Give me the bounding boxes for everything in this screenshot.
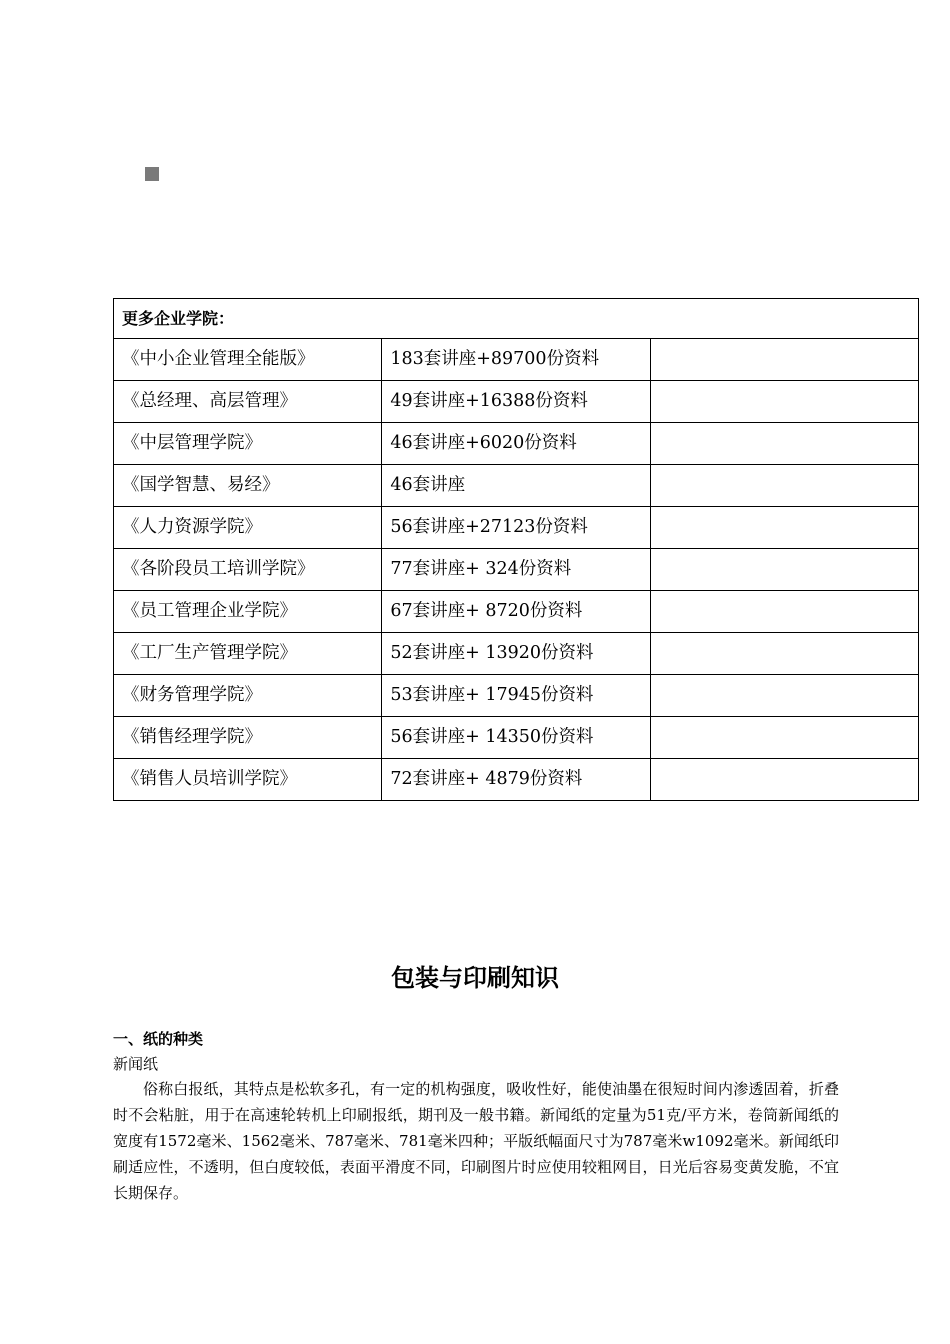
course-extra xyxy=(650,759,918,801)
course-extra xyxy=(650,675,918,717)
course-name: 《销售经理学院》 xyxy=(114,717,382,759)
course-extra xyxy=(650,507,918,549)
course-name: 《总经理、高层管理》 xyxy=(114,381,382,423)
table-header-row xyxy=(114,299,919,339)
table-row xyxy=(114,465,919,507)
course-count: 49套讲座+16388份资料 xyxy=(382,381,650,423)
course-count: 46套讲座 xyxy=(382,465,650,507)
course-count: 56套讲座+27123份资料 xyxy=(382,507,650,549)
course-count: 46套讲座+6020份资料 xyxy=(382,423,650,465)
course-count: 67套讲座+ 8720份资料 xyxy=(382,591,650,633)
table-row xyxy=(114,759,919,801)
course-name: 《中小企业管理全能版》 xyxy=(114,339,382,381)
courses-table xyxy=(113,298,919,801)
table-row xyxy=(114,675,919,717)
course-name: 《国学智慧、易经》 xyxy=(114,465,382,507)
course-extra xyxy=(650,465,918,507)
course-extra xyxy=(650,591,918,633)
course-count: 53套讲座+ 17945份资料 xyxy=(382,675,650,717)
course-extra xyxy=(650,381,918,423)
course-count: 77套讲座+ 324份资料 xyxy=(382,549,650,591)
course-name: 《财务管理学院》 xyxy=(114,675,382,717)
table-row xyxy=(114,591,919,633)
body-paragraph: 俗称白报纸，其特点是松软多孔，有一定的机构强度，吸收性好，能使油墨在很短时间内渗透固着，折叠时不会粘脏，用于在高速轮转机上印刷报纸，期刊及一般书籍。新闻纸的定量为51克/平方米，卷筒新闻纸的宽度有1572毫米、1562毫米、787毫米、781毫米四种；平版纸幅面尺寸为787毫米w1092毫米。新闻纸印刷适应性，不透明，但白度较低，表面平滑度不同，印刷图片时应使用较粗网目，日光后容易变黄发脆，不宜长期保存。 xyxy=(113,1080,839,1202)
table-row xyxy=(114,423,919,465)
course-extra xyxy=(650,423,918,465)
course-name: 《员工管理企业学院》 xyxy=(114,591,382,633)
course-count: 72套讲座+ 4879份资料 xyxy=(382,759,650,801)
section-heading: 一、纸的种类 xyxy=(113,1030,204,1048)
course-extra xyxy=(650,549,918,591)
course-name: 《工厂生产管理学院》 xyxy=(114,633,382,675)
table-header: 更多企业学院： xyxy=(114,299,919,339)
course-count: 183套讲座+89700份资料 xyxy=(382,339,650,381)
table-row xyxy=(114,717,919,759)
course-name: 《人力资源学院》 xyxy=(114,507,382,549)
course-name: 《各阶段员工培训学院》 xyxy=(114,549,382,591)
table-row xyxy=(114,507,919,549)
course-name: 《中层管理学院》 xyxy=(114,423,382,465)
square-bullet-icon xyxy=(145,167,159,181)
course-extra xyxy=(650,339,918,381)
course-extra xyxy=(650,633,918,675)
course-extra xyxy=(650,717,918,759)
document-title: 包装与印刷知识 xyxy=(391,964,559,992)
course-count: 56套讲座+ 14350份资料 xyxy=(382,717,650,759)
course-name: 《销售人员培训学院》 xyxy=(114,759,382,801)
table-row xyxy=(114,339,919,381)
course-count: 52套讲座+ 13920份资料 xyxy=(382,633,650,675)
table-row xyxy=(114,381,919,423)
subheading: 新闻纸 xyxy=(113,1055,159,1073)
table-row xyxy=(114,549,919,591)
table-row xyxy=(114,633,919,675)
